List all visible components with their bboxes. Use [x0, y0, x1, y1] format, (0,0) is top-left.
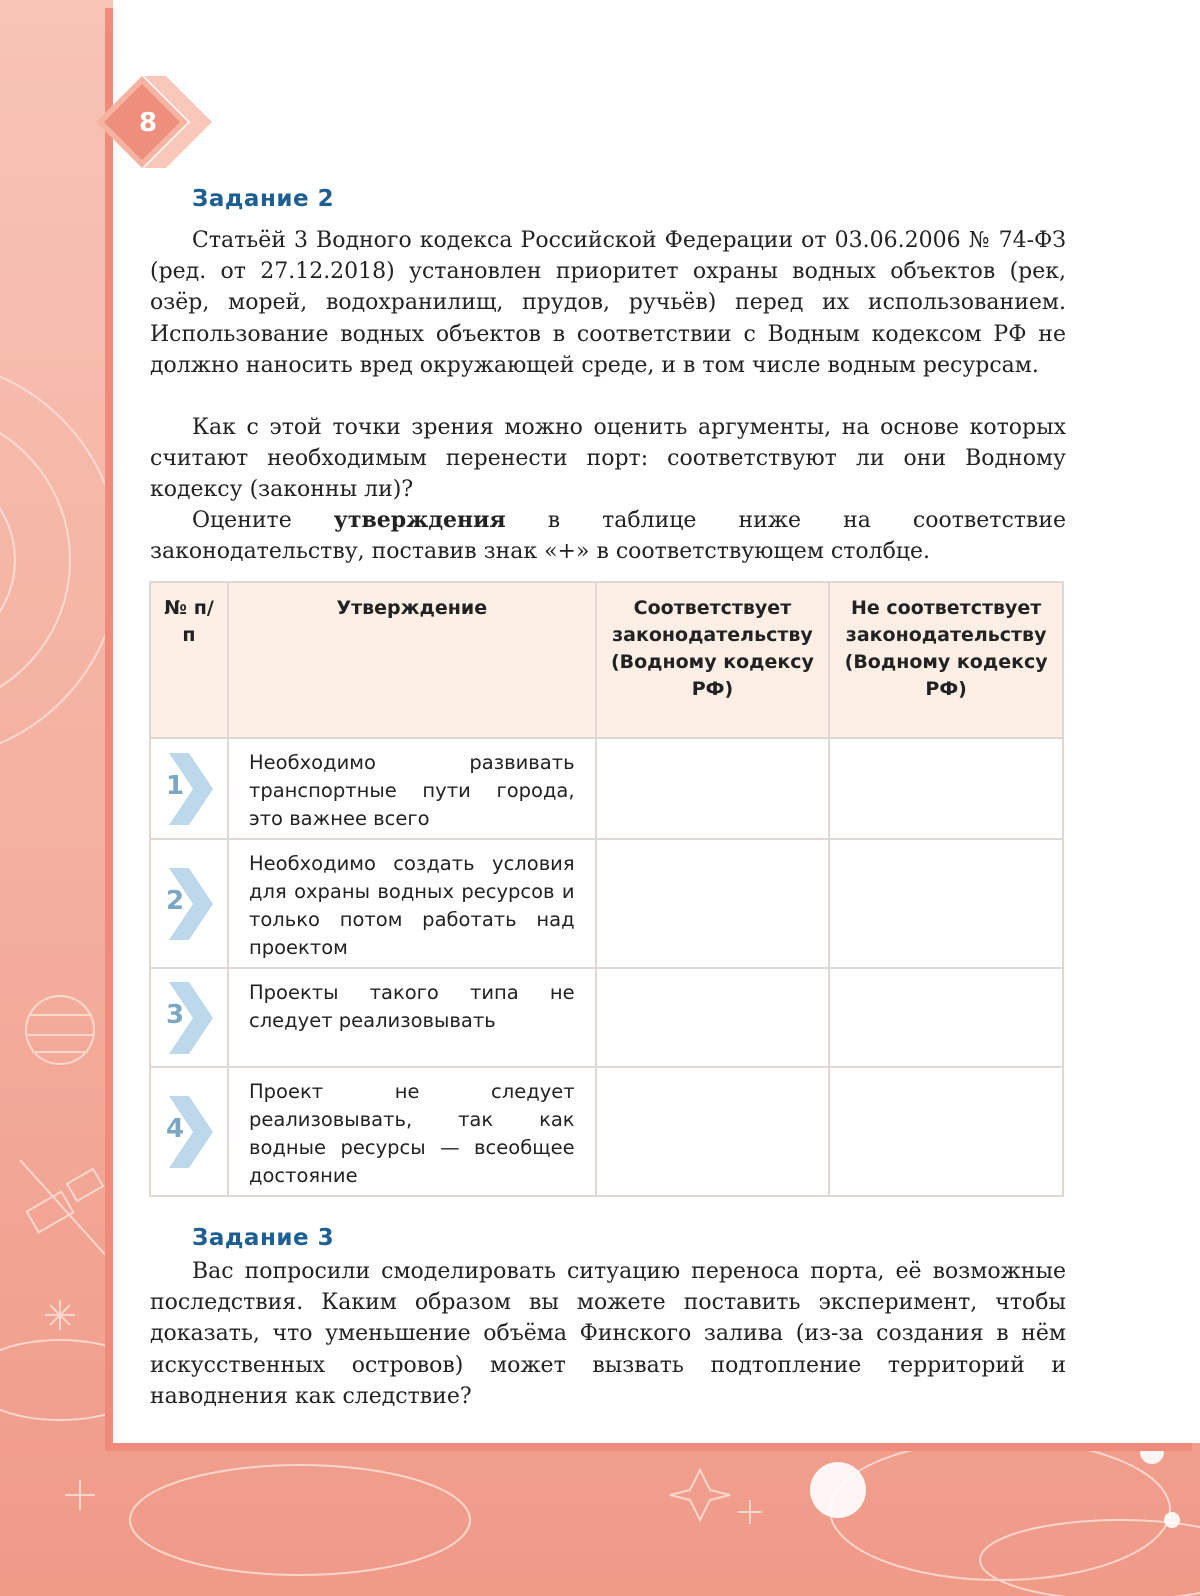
task3-title: Задание 3 [192, 1225, 335, 1251]
table-row [150, 968, 1063, 1067]
complies-answer-cell[interactable] [596, 1067, 830, 1196]
task2-title: Задание 2 [192, 186, 335, 212]
header-not-complies: Не соответствует законодательству (Водному кодексу РФ) [829, 582, 1063, 738]
bold-term: утверждения [333, 507, 506, 533]
not-complies-answer-cell[interactable] [829, 1067, 1063, 1196]
statement-cell: Необходимо создать условия для охраны водных ресурсов и только потом работать над проектом [228, 839, 596, 968]
header-statement: Утверждение [228, 582, 596, 738]
not-complies-answer-cell[interactable] [829, 839, 1063, 968]
row-number: 2 [165, 885, 185, 916]
complies-answer-cell[interactable] [596, 968, 830, 1067]
complies-answer-cell[interactable] [596, 738, 830, 839]
row-number: 4 [165, 1113, 185, 1144]
header-number: № п/п [150, 582, 228, 738]
table-row [150, 839, 1063, 968]
task2-paragraph-2: Как с этой точки зрения можно оценить аргументы, на основе которых считают необходимым перенести порт: соответствуют ли они Водному кодексу (законны ли)? [150, 415, 1066, 503]
row-number-cell [150, 1067, 228, 1196]
table-row [150, 1067, 1063, 1196]
header-complies: Соответствует законодательству (Водному кодексу РФ) [596, 582, 830, 738]
task2-paragraph-1: Статьёй 3 Водного кодекса Российской Федерации от 03.06.2006 № 74-ФЗ (ред. от 27.12.2018) установлен приоритет охраны водных объектов (рек, озёр, морей, водохранилищ, прудов, ручьёв) перед их использованием. Использование водных объектов в соответствии с Водным кодексом РФ не должно наносить вред окружающей среде, и в том числе водным ресурсам. [150, 228, 1066, 378]
table-row [150, 738, 1063, 839]
not-complies-answer-cell[interactable] [829, 738, 1063, 839]
table-header-row [150, 582, 1063, 738]
complies-answer-cell[interactable] [596, 839, 830, 968]
row-number: 3 [165, 999, 185, 1030]
row-number-cell [150, 968, 228, 1067]
statement-cell: Необходимо развивать транспортные пути города, это важнее всего [228, 738, 596, 839]
assessment-table [149, 581, 1064, 1197]
task2-paragraph-3: Оцените утверждения в таблице ниже на соответствие законодательству, поставив знак «+» в соответствующем столбце. [150, 507, 1067, 565]
statement-cell: Проекты такого типа не следует реализовывать [228, 968, 596, 1067]
statement-cell: Проект не следует реализовывать, так как водные ресурсы — всеобщее достояние [228, 1067, 596, 1196]
task3-paragraph: Вас попросили смоделировать ситуацию переноса порта, её возможные последствия. Каким образом вы можете поставить эксперимент, чтобы доказать, что уменьшение объёма Финского залива (из-за создания в нём искусственных островов) может вызвать подтопление территорий и наводнения как следствие? [150, 1259, 1066, 1409]
not-complies-answer-cell[interactable] [829, 968, 1063, 1067]
row-number-cell [150, 738, 228, 839]
page-number: 8 [138, 108, 158, 138]
row-number: 1 [165, 770, 185, 801]
row-number-cell [150, 839, 228, 968]
